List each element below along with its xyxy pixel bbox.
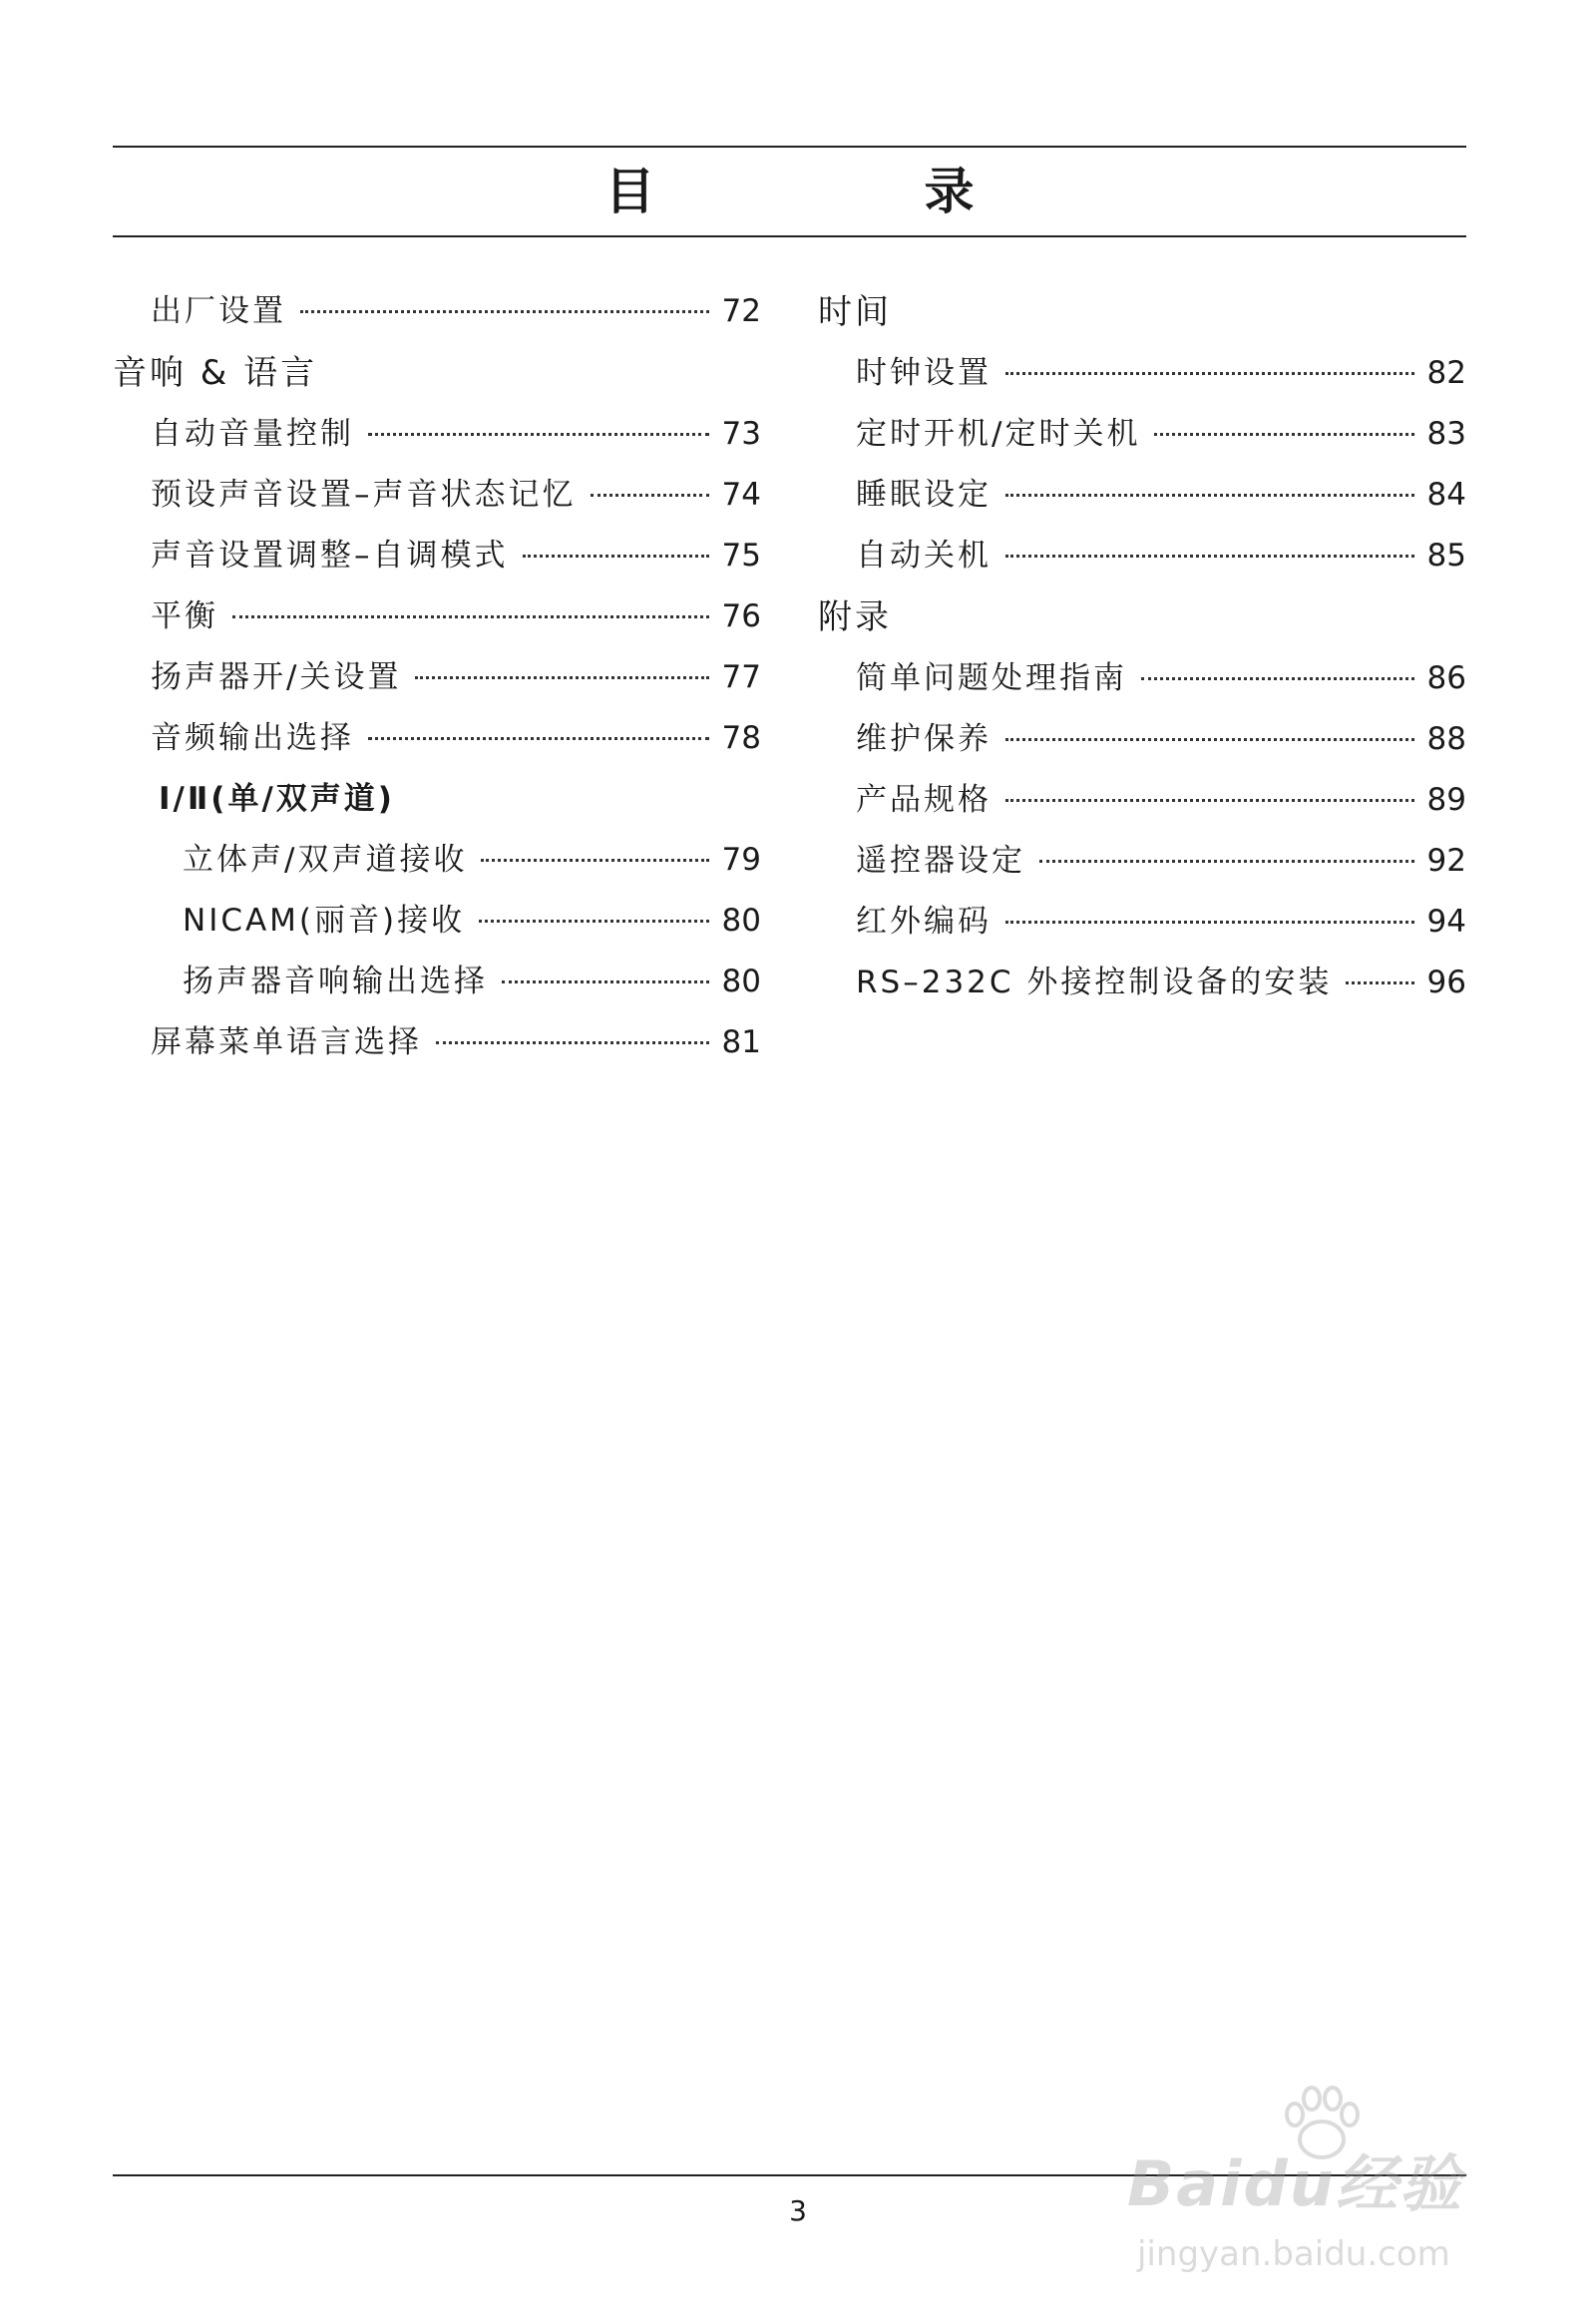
toc-entry-label: 扬声器开/关设置 bbox=[151, 659, 402, 695]
dot-leader bbox=[1154, 433, 1414, 436]
toc-page-number: 72 bbox=[721, 293, 761, 329]
toc-page-number: 80 bbox=[721, 903, 761, 939]
dot-leader bbox=[1039, 860, 1414, 863]
dot-leader bbox=[1005, 372, 1414, 375]
dot-leader bbox=[502, 980, 709, 983]
toc-entry bbox=[818, 526, 1466, 586]
watermark-logo: Baidu经验 bbox=[1127, 2147, 1463, 2220]
dot-leader bbox=[1005, 921, 1414, 924]
toc-entry bbox=[113, 281, 761, 342]
toc-entry-label: 屏幕菜单语言选择 bbox=[151, 1024, 422, 1060]
baidu-watermark bbox=[1127, 2085, 1506, 2294]
toc-entry bbox=[818, 404, 1466, 465]
toc-page-number: 78 bbox=[721, 720, 761, 756]
toc-section-heading bbox=[818, 586, 1466, 648]
toc-page-number: 89 bbox=[1426, 782, 1466, 818]
toc-page-number: 84 bbox=[1426, 477, 1466, 513]
toc-entry bbox=[113, 952, 761, 1012]
toc-entry bbox=[818, 343, 1466, 404]
toc-entry bbox=[113, 830, 761, 891]
dot-leader bbox=[415, 676, 709, 679]
page-title: 目 录 bbox=[604, 163, 1084, 220]
watermark-url: jingyan.baidu.com bbox=[1137, 2234, 1450, 2274]
dot-leader bbox=[368, 737, 709, 740]
toc-entry bbox=[818, 831, 1466, 892]
toc-entry-label: 平衡 bbox=[151, 598, 218, 634]
toc-entry-label: 时间 bbox=[818, 292, 892, 332]
dot-leader bbox=[1005, 494, 1414, 497]
page-number: 3 bbox=[789, 2194, 807, 2227]
toc-entry-label: 简单问题处理指南 bbox=[856, 660, 1127, 696]
toc-page-number: 96 bbox=[1426, 965, 1466, 1000]
toc-entry-label: 定时开机/定时关机 bbox=[856, 416, 1141, 452]
toc-entry bbox=[113, 647, 761, 708]
toc-entry-label: 维护保养 bbox=[856, 721, 992, 757]
toc-subsection-heading bbox=[113, 769, 761, 830]
toc-entry-label: 立体声/双声道接收 bbox=[183, 842, 468, 878]
toc-entry bbox=[113, 891, 761, 952]
toc-page-number: 82 bbox=[1426, 355, 1466, 391]
toc-page-number: 86 bbox=[1426, 660, 1466, 696]
toc-section-heading bbox=[818, 281, 1466, 343]
toc-entry-label: 音频输出选择 bbox=[151, 720, 354, 756]
toc-entry bbox=[113, 526, 761, 586]
toc-left-column bbox=[113, 281, 761, 1073]
toc-page-number: 83 bbox=[1426, 416, 1466, 452]
toc-page-number: 88 bbox=[1426, 721, 1466, 757]
toc-entry-label: RS–232C 外接控制设备的安装 bbox=[856, 965, 1333, 1000]
toc-entry bbox=[113, 1012, 761, 1073]
toc-entry-label: 声音设置调整–自调模式 bbox=[151, 538, 509, 574]
dot-leader bbox=[232, 615, 709, 618]
toc-page-number: 85 bbox=[1426, 538, 1466, 574]
toc-section-heading bbox=[113, 342, 761, 404]
dot-leader bbox=[591, 494, 710, 497]
toc-entry-label: 遥控器设定 bbox=[856, 843, 1025, 879]
toc-page-number: 77 bbox=[721, 659, 761, 695]
toc-entry bbox=[113, 586, 761, 647]
toc-page-number: 92 bbox=[1426, 843, 1466, 879]
toc-entry bbox=[113, 465, 761, 526]
toc-page-number: 74 bbox=[721, 477, 761, 513]
toc-entry-label: 自动音量控制 bbox=[151, 416, 354, 452]
toc-entry-label: 扬声器音响输出选择 bbox=[183, 964, 488, 999]
toc-page-number: 81 bbox=[721, 1024, 761, 1060]
toc-entry-label: 自动关机 bbox=[856, 538, 992, 574]
toc-entry bbox=[818, 465, 1466, 526]
toc-page-number: 94 bbox=[1426, 904, 1466, 940]
toc-entry-label: Ⅰ/Ⅱ(单/双声道) bbox=[159, 781, 395, 817]
dot-leader bbox=[368, 433, 709, 436]
dot-leader bbox=[479, 920, 709, 923]
toc-entry-label: 出厂设置 bbox=[151, 293, 286, 329]
toc-page-number: 75 bbox=[721, 538, 761, 574]
toc-entry bbox=[818, 648, 1466, 709]
dot-leader bbox=[300, 310, 709, 313]
toc-entry bbox=[818, 892, 1466, 953]
dot-leader bbox=[1005, 799, 1414, 802]
toc-entry-label: NICAM(丽音)接收 bbox=[183, 903, 466, 939]
toc-entry bbox=[818, 770, 1466, 831]
top-rule bbox=[113, 146, 1466, 148]
toc-page-number: 79 bbox=[721, 842, 761, 878]
dot-leader bbox=[1005, 555, 1414, 558]
toc-entry bbox=[818, 709, 1466, 770]
toc-entry bbox=[113, 708, 761, 769]
toc-entry-label: 预设声音设置–声音状态记忆 bbox=[151, 477, 577, 513]
toc-entry bbox=[113, 404, 761, 465]
dot-leader bbox=[1005, 738, 1414, 741]
toc-page-number: 80 bbox=[721, 964, 761, 999]
dot-leader bbox=[523, 555, 710, 558]
toc-entry-label: 红外编码 bbox=[856, 904, 992, 940]
title-underline bbox=[113, 235, 1466, 237]
toc-page-number: 73 bbox=[721, 416, 761, 452]
toc-entry-label: 睡眠设定 bbox=[856, 477, 992, 513]
toc-page-number: 76 bbox=[721, 598, 761, 634]
toc-entry-label: 附录 bbox=[818, 597, 892, 637]
toc-entry-label: 时钟设置 bbox=[856, 355, 992, 391]
toc-entry bbox=[818, 953, 1466, 1013]
dot-leader bbox=[1141, 677, 1414, 680]
dot-leader bbox=[436, 1041, 709, 1044]
toc-entry-label: 产品规格 bbox=[856, 782, 992, 818]
dot-leader bbox=[1346, 981, 1414, 984]
toc-right-column bbox=[818, 281, 1466, 1013]
toc-entry-label: 音响 & 语言 bbox=[113, 353, 318, 393]
dot-leader bbox=[481, 859, 709, 862]
